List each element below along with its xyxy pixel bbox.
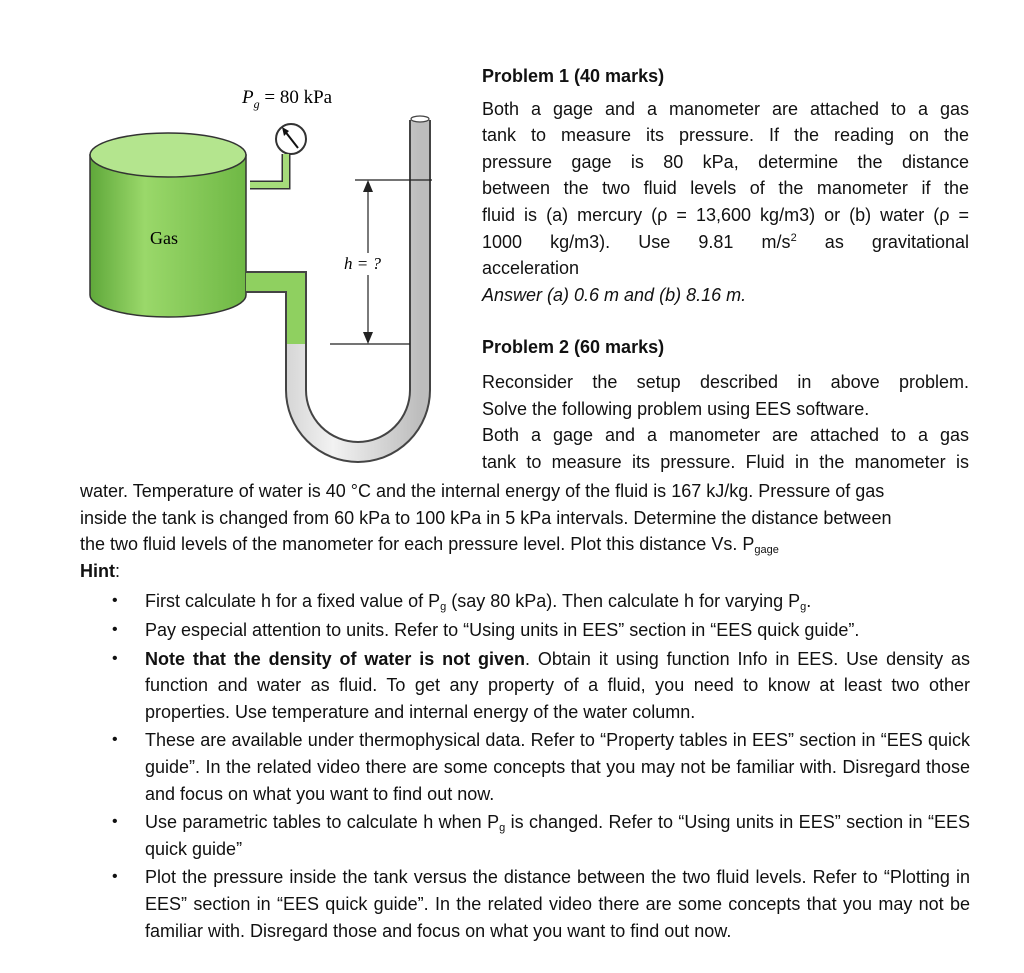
manometer-diagram — [60, 60, 480, 480]
problem1-line: Both a gage and a manometer are attached to a gas — [482, 98, 969, 119]
hint-item: • Note that the density of water is not given. Obtain it using function Info in EES. Use density as function and water as fluid. To get any property of a fluid, you need to know at least two other properties. Use temperature and internal energy of the water column. — [80, 646, 970, 726]
problem1-line: between the two fluid levels of the manometer if the — [482, 178, 969, 199]
manometer-figure — [60, 60, 480, 480]
hint-heading: Hint: — [80, 560, 121, 581]
problem1-title: Problem 1 (40 marks) — [482, 66, 665, 86]
problem1-line: tank to measure its pressure. If the reading on the — [482, 125, 969, 146]
problem1-line: 1000 kg/m3). Use 9.81 $m/s^2$ as gravitational — [482, 231, 969, 252]
problem1-answer: Answer (a) 0.6 m and (b) 8.16 m. — [482, 284, 747, 305]
bullet-icon: • — [112, 620, 118, 638]
problem2-title: Problem 2 (60 marks) — [482, 337, 665, 358]
problem2-line: tank to measure its pressure. Fluid in the manometer is — [482, 451, 969, 472]
problem2-line: Both a gage and a manometer are attached to a gas — [482, 425, 969, 446]
problem2-line: Reconsider the setup described in above problem. — [482, 371, 969, 392]
problem1-line: acceleration — [482, 258, 580, 279]
problem2-line: the two fluid levels of the manometer for each pressure level. Plot this distance Vs. $P_{gage}$ — [80, 534, 779, 557]
hint-item: • Plot the pressure inside the tank versus the distance between the two fluid levels. Refer to “Plotting in EES” section in “EES quick guide”. In the related video there are some concepts that you may not be familiar with. Disregard those and focus on what you want to find out now. — [80, 864, 970, 944]
hint-item: • Pay especial attention to units. Refer to “Using units in EES” section in “EES quick guide”. — [80, 617, 970, 644]
problem1-line: fluid is (a) mercury (ρ = 13,600 kg/m3) or (b) water (ρ = — [482, 204, 969, 225]
problem2-line: inside the tank is changed from 60 kPa to 100 kPa in 5 kPa intervals. Determine the distance between — [80, 507, 892, 528]
bullet-icon: • — [112, 731, 118, 749]
hint-item: • These are available under thermophysical data. Refer to “Property tables in EES” section in “EES quick guide”. In the related video there are some concepts that you may not be familiar with. Disregard those and focus on what you want to find out now. — [80, 727, 970, 807]
bullet-icon: • — [112, 868, 118, 886]
bullet-icon: • — [112, 592, 118, 610]
tank-label: Gas — [150, 228, 178, 248]
hint-item: • Use parametric tables to calculate h when $P_g$ is changed. Refer to “Using units in EES” section in “EES quick guide” — [80, 809, 970, 862]
pressure-label: $P_g = 80$ kPa — [242, 87, 333, 111]
bullet-icon: • — [112, 649, 118, 667]
hint-item: • First calculate h for a fixed value of $P_g$ (say 80 kPa). Then calculate h for varying $P_g$. — [80, 588, 970, 615]
problem2-line: water. Temperature of water is 40 °C and the internal energy of the fluid is 167 kJ/kg. Pressure of gas — [80, 481, 885, 501]
gauge-pipe — [250, 154, 286, 185]
right-column — [482, 63, 969, 475]
height-label: h = ? — [344, 254, 381, 273]
hint-list — [80, 588, 970, 944]
problem2-line: Solve the following problem using EES software. — [482, 398, 870, 419]
full-width-section — [80, 478, 970, 946]
problem1-line: pressure gage is 80 kPa, determine the distance — [482, 151, 969, 172]
bullet-icon: • — [112, 813, 118, 831]
